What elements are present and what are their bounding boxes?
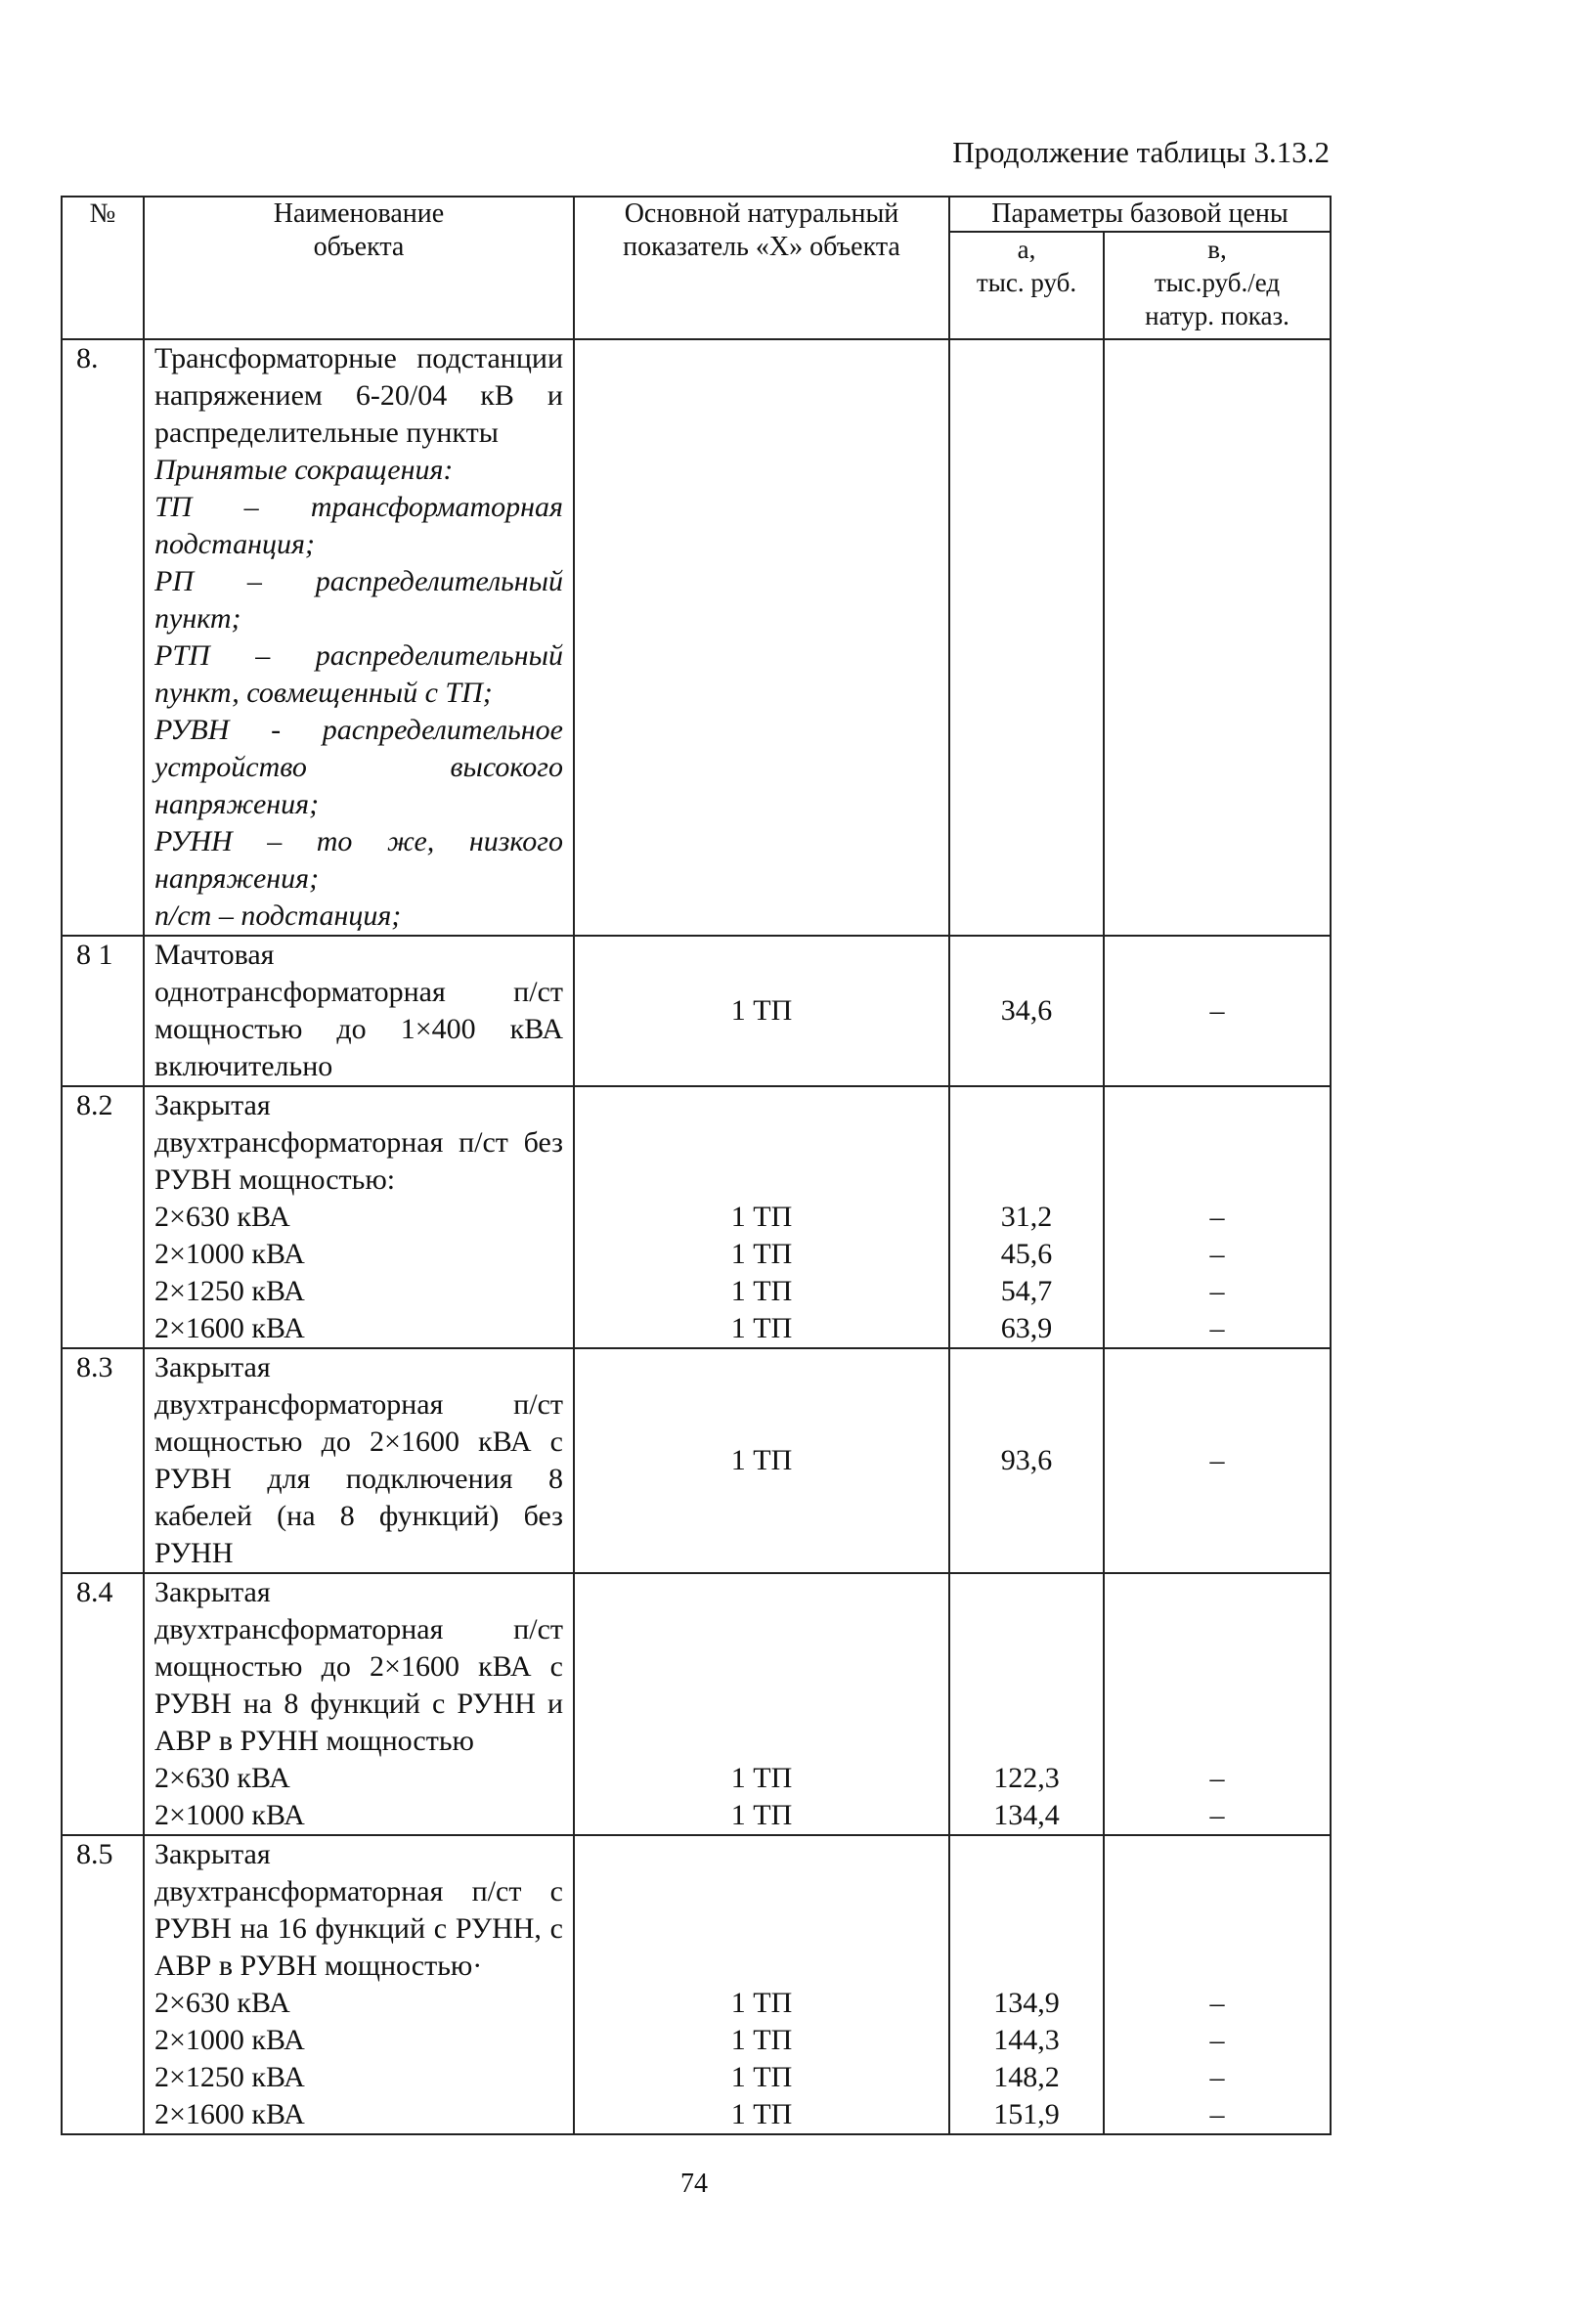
value-a: 144,3 <box>949 2022 1104 2059</box>
value-a: 31,2 <box>949 1199 1104 1236</box>
price-table <box>61 196 1332 2135</box>
capacity-label: 2×1000 кВА <box>144 1797 574 1835</box>
capacity-label: 2×630 кВА <box>144 1760 574 1797</box>
table-row <box>62 339 1331 936</box>
capacity-label: 2×630 кВА <box>144 1985 574 2022</box>
section-title: Закрытая двухтрансформаторная п/ст мощностью до 2×1600 кВА с РУВН для подключения 8 кабелей (на 8 функций) без РУНН <box>144 1348 574 1573</box>
header-a: а, тыс. руб. <box>949 232 1104 339</box>
table-row <box>62 1348 1331 1573</box>
row-num: 8.3 <box>62 1348 144 1573</box>
section-title: Мачтовая однотрансформаторная п/ст мощностью до 1×400 кВА включительно <box>144 936 574 1086</box>
row-num: 8.4 <box>62 1573 144 1760</box>
header-num: № <box>62 197 144 339</box>
capacity-label: 2×1000 кВА <box>144 1236 574 1273</box>
value-a: 134,9 <box>949 1985 1104 2022</box>
row-num: 8.5 <box>62 1835 144 1985</box>
unit-cell: 1 ТП <box>574 1199 949 1236</box>
value-a: 93,6 <box>949 1348 1104 1573</box>
table-row <box>62 1199 1331 1236</box>
row-num: 8 1 <box>62 936 144 1086</box>
capacity-label: 2×1600 кВА <box>144 1310 574 1348</box>
unit-cell: 1 ТП <box>574 1760 949 1797</box>
unit-cell: 1 ТП <box>574 1236 949 1273</box>
value-b: – <box>1104 1797 1331 1835</box>
value-a: 134,4 <box>949 1797 1104 1835</box>
value-b: – <box>1104 2096 1331 2134</box>
abbrev-heading: Принятые сокращения: <box>154 454 454 486</box>
unit-cell: 1 ТП <box>574 1797 949 1835</box>
unit-cell: 1 ТП <box>574 1348 949 1573</box>
section-title: Закрытая двухтрансформаторная п/ст без РУВН мощностью: <box>144 1086 574 1199</box>
table-row <box>62 2059 1331 2096</box>
table-row <box>62 2096 1331 2134</box>
section-title: Трансформаторные подстанции напряжением 6-20/04 кВ и распределительные пункты Принятые сокращения: ТП – трансформаторная подстанция; РП – распределительный пункт; РТП – распределительный пункт, совмещенный с ТП; РУВН - распределительное устройство высокого напряжения; РУНН – то же, низкого напряжения; п/ст – подстанция; <box>144 339 574 936</box>
capacity-label: 2×1600 кВА <box>144 2096 574 2134</box>
table-row <box>62 1086 1331 1199</box>
value-b: – <box>1104 1310 1331 1348</box>
value-a: 151,9 <box>949 2096 1104 2134</box>
value-b: – <box>1104 1985 1331 2022</box>
table-row <box>62 1835 1331 1985</box>
table-row <box>62 936 1331 1086</box>
capacity-label: 2×630 кВА <box>144 1199 574 1236</box>
unit-cell: 1 ТП <box>574 2096 949 2134</box>
value-b: – <box>1104 1348 1331 1573</box>
table-caption: Продолжение таблицы 3.13.2 <box>952 135 1330 169</box>
unit-cell: 1 ТП <box>574 936 949 1086</box>
header-params: Параметры базовой цены <box>949 197 1331 232</box>
unit-cell: 1 ТП <box>574 1273 949 1310</box>
value-b: – <box>1104 1273 1331 1310</box>
section-title: Закрытая двухтрансформаторная п/ст мощностью до 2×1600 кВА с РУВН на 8 функций с РУНН и АВР в РУНН мощностью <box>144 1573 574 1760</box>
unit-cell: 1 ТП <box>574 2022 949 2059</box>
unit-cell: 1 ТП <box>574 2059 949 2096</box>
table-row <box>62 1310 1331 1348</box>
unit-cell: 1 ТП <box>574 1310 949 1348</box>
value-b: – <box>1104 1236 1331 1273</box>
table-row <box>62 1760 1331 1797</box>
value-b: – <box>1104 1199 1331 1236</box>
value-b: – <box>1104 2059 1331 2096</box>
row-num: 8. <box>62 339 144 936</box>
value-b: – <box>1104 936 1331 1086</box>
value-b: – <box>1104 1760 1331 1797</box>
capacity-label: 2×1250 кВА <box>144 2059 574 2096</box>
header-b: в, тыс.руб./ед натур. показ. <box>1104 232 1331 339</box>
abbrev-item: РП – распределительный пункт; <box>154 565 563 635</box>
abbrev-item: РУВН - распределительное устройство высокого напряжения; <box>154 714 563 820</box>
value-a: 148,2 <box>949 2059 1104 2096</box>
table-row <box>62 1273 1331 1310</box>
value-a: 63,9 <box>949 1310 1104 1348</box>
table-row <box>62 1985 1331 2022</box>
unit-cell: 1 ТП <box>574 1985 949 2022</box>
value-b: – <box>1104 2022 1331 2059</box>
capacity-label: 2×1250 кВА <box>144 1273 574 1310</box>
table-row <box>62 1797 1331 1835</box>
header-name: Наименование объекта <box>144 197 574 339</box>
value-a: 45,6 <box>949 1236 1104 1273</box>
row-num: 8.2 <box>62 1086 144 1199</box>
abbrev-item: РТП – распределительный пункт, совмещенный с ТП; <box>154 639 563 709</box>
table-row <box>62 1236 1331 1273</box>
table-row <box>62 2022 1331 2059</box>
value-a: 54,7 <box>949 1273 1104 1310</box>
section-title: Закрытая двухтрансформаторная п/ст с РУВН на 16 функций с РУНН, с АВР в РУВН мощностью· <box>144 1835 574 1985</box>
page-number: 74 <box>680 2169 708 2199</box>
value-a: 34,6 <box>949 936 1104 1086</box>
capacity-label: 2×1000 кВА <box>144 2022 574 2059</box>
abbrev-item: п/ст – подстанция; <box>154 899 402 932</box>
abbrev-item: РУНН – то же, низкого напряжения; <box>154 825 563 895</box>
table-row <box>62 1573 1331 1760</box>
abbrev-item: ТП – трансформаторная подстанция; <box>154 491 563 560</box>
value-a: 122,3 <box>949 1760 1104 1797</box>
header-indicator: Основной натуральный показатель «Х» объекта <box>574 197 949 339</box>
